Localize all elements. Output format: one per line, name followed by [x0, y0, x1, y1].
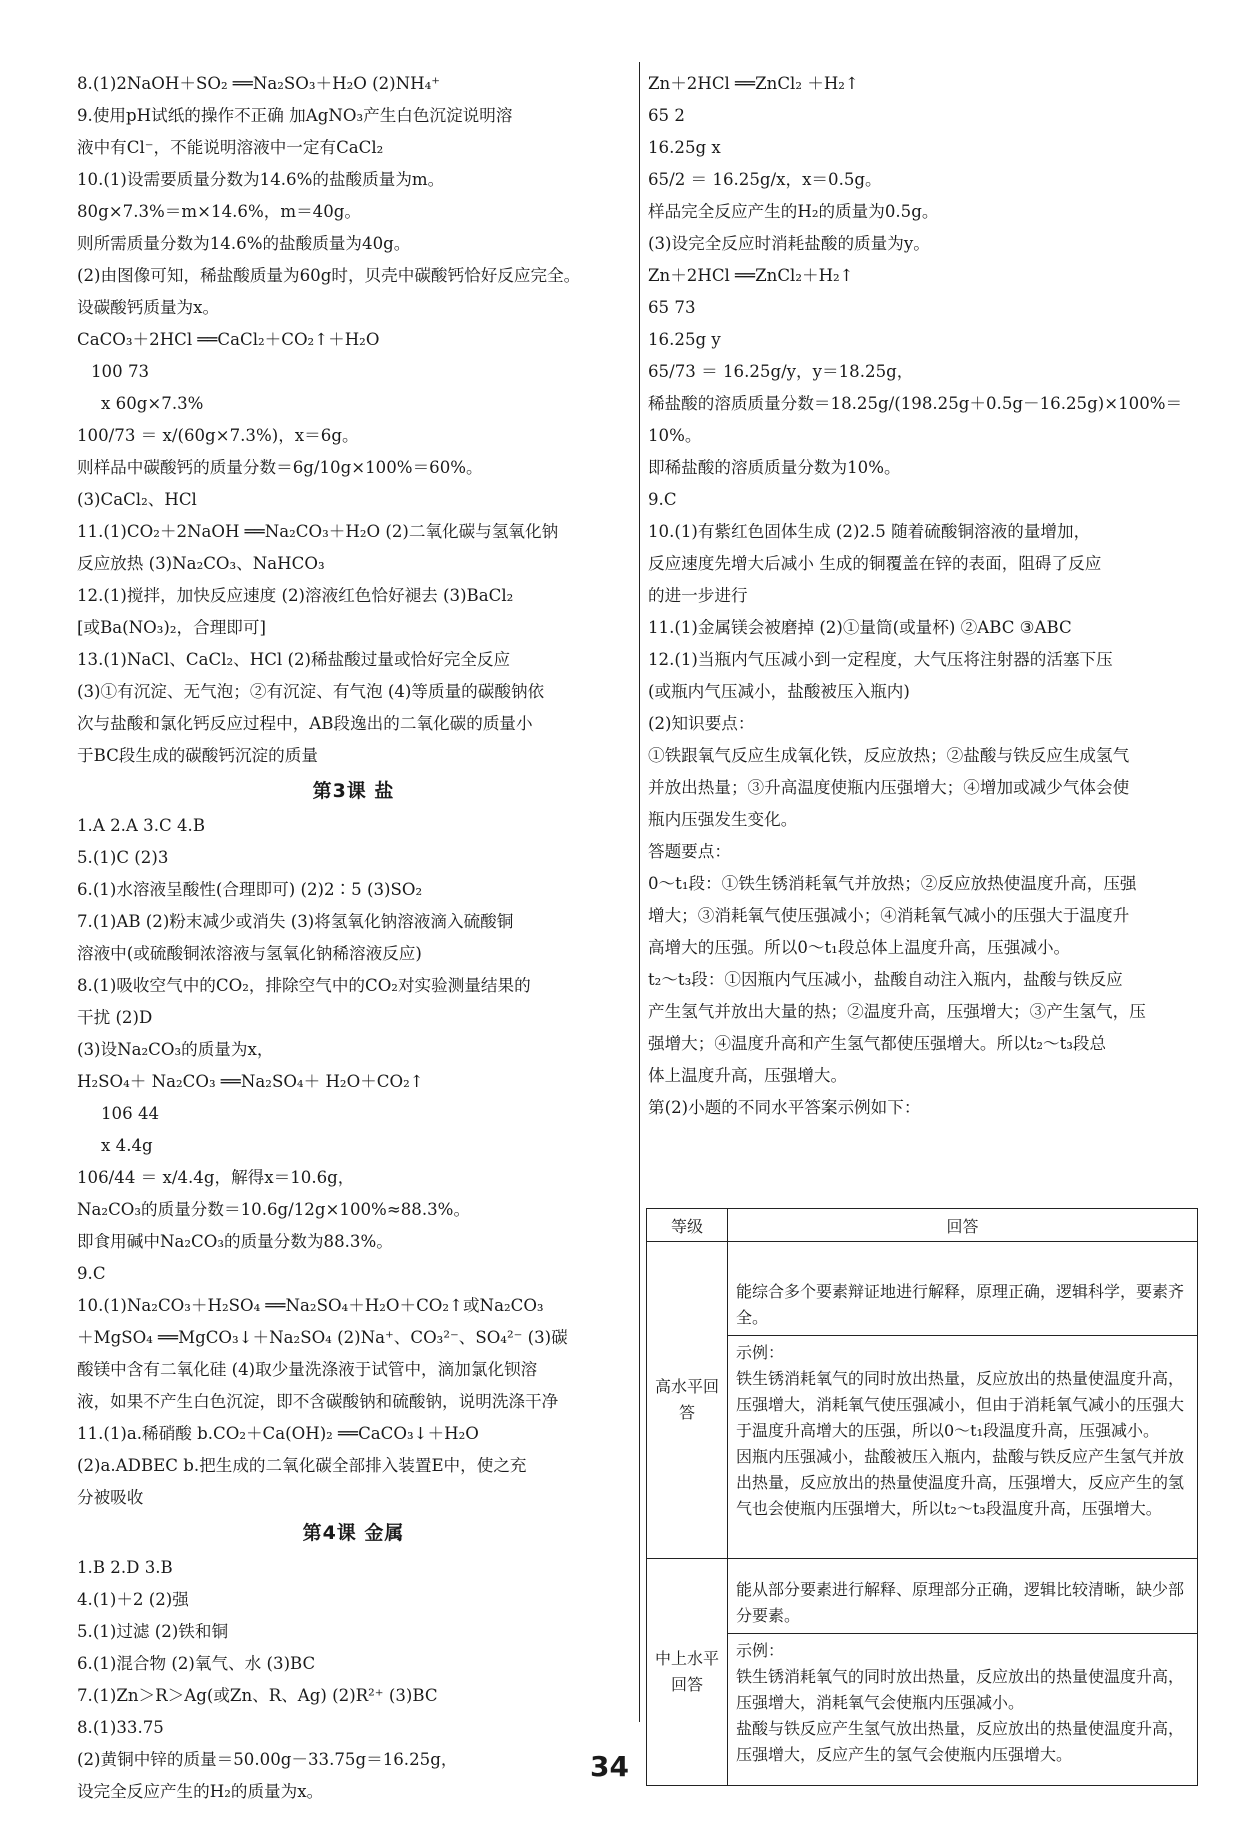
section-heading: 第4课 金属	[302, 1522, 405, 1544]
level-description: 能从部分要素进行解释、原理部分正确，逻辑比较清晰，缺少部分要素。	[736, 1579, 1185, 1625]
text-line: 10%。	[648, 426, 702, 445]
text-line: 13.(1)NaCl、CaCl₂、HCl (2)稀盐酸过量或恰好完全反应	[77, 650, 511, 669]
text-line: 5.(1)过滤 (2)铁和铜	[77, 1622, 229, 1641]
text-line: 于BC段生成的碳酸钙沉淀的质量	[77, 746, 318, 765]
example-text: 铁生锈消耗氧气的同时放出热量，反应放出的热量使温度升高，压强增大，消耗氧气使压强减小，但由于消耗氧气减小的压强大于温度升高增大的压强，所以0～t₁段温度升高，压强减小。	[736, 1368, 1185, 1440]
text-line: x 4.4g	[101, 1136, 153, 1155]
page-number: 34	[590, 1750, 629, 1783]
text-line: 4.(1)＋2 (2)强	[77, 1590, 189, 1609]
text-line: 12.(1)当瓶内气压减小到一定程度，大气压将注射器的活塞下压	[648, 650, 1113, 669]
text-line: 的进一步进行	[648, 586, 748, 605]
text-line: 6.(1)水溶液呈酸性(合理即可) (2)2∶5 (3)SO₂	[77, 880, 423, 899]
text-line: 11.(1)CO₂＋2NaOH ══Na₂CO₃＋H₂O (2)二氧化碳与氢氧化钠	[77, 522, 559, 541]
text-line: [或Ba(NO₃)₂，合理即可]	[77, 618, 266, 637]
text-line: 设完全反应产生的H₂的质量为x。	[77, 1782, 324, 1801]
text-line: 0～t₁段：①铁生锈消耗氧气并放热；②反应放热使温度升高，压强	[648, 874, 1137, 893]
answer-cell	[728, 1559, 1198, 1786]
text-line: 增大；③消耗氧气使压强减小；④消耗氧气减小的压强大于温度升	[648, 906, 1130, 925]
level-cell: 高水平回答	[647, 1242, 728, 1559]
text-line: (2)由图像可知，稀盐酸质量为60g时，贝壳中碳酸钙恰好反应完全。	[77, 266, 581, 285]
text-line: Zn＋2HCl ══ZnCl₂ ＋H₂↑	[648, 74, 859, 93]
text-line: 5.(1)C (2)3	[77, 848, 169, 867]
text-line: ①铁跟氧气反应生成氧化铁，反应放热；②盐酸与铁反应生成氢气	[648, 746, 1130, 765]
text-line: 65/2 ＝ 16.25g/x，x＝0.5g。	[648, 170, 882, 189]
text-line: 9.C	[648, 490, 677, 509]
header-answer: 回答	[728, 1209, 1198, 1242]
text-line: (2)知识要点：	[648, 714, 755, 733]
text-line: 稀盐酸的溶质质量分数＝18.25g/(198.25g＋0.5g－16.25g)×100%＝	[648, 394, 1183, 413]
text-line: 9.C	[77, 1264, 106, 1283]
text-line: 则样品中碳酸钙的质量分数＝6g/10g×100%＝60%。	[77, 458, 483, 477]
header-level: 等级	[647, 1209, 728, 1242]
left-column	[77, 68, 630, 1808]
answer-cell	[728, 1242, 1198, 1559]
text-line: 7.(1)AB (2)粉末减少或消失 (3)将氢氧化钠溶液滴入硫酸铜	[77, 912, 514, 931]
text-line: 反应速度先增大后减小 生成的铜覆盖在锌的表面，阻碍了反应	[648, 554, 1102, 573]
text-line: 即食用碱中Na₂CO₃的质量分数为88.3%。	[77, 1232, 393, 1251]
example-label: 示例：	[728, 1633, 1197, 1664]
text-line: 即稀盐酸的溶质质量分数为10%。	[648, 458, 901, 477]
example-text: 因瓶内压强减小，盐酸被压入瓶内，盐酸与铁反应产生氢气并放出热量，反应放出的热量使温度升高，压强增大，反应产生的氢气也会使瓶内压强增大，所以t₂～t₃段温度升高，压强增大。	[736, 1446, 1185, 1518]
text-line: 则所需质量分数为14.6%的盐酸质量为40g。	[77, 234, 411, 253]
text-line: 瓶内压强发生变化。	[648, 810, 798, 829]
level-description: 能综合多个要素辩证地进行解释，原理正确，逻辑科学，要素齐全。	[736, 1281, 1185, 1327]
text-line: 反应放热 (3)Na₂CO₃、NaHCO₃	[77, 554, 325, 573]
text-line: (2)黄铜中锌的质量＝50.00g－33.75g＝16.25g，	[77, 1750, 458, 1769]
text-line: ＋MgSO₄ ══MgCO₃↓＋Na₂SO₄ (2)Na⁺、CO₃²⁻、SO₄²⁻ (3)碳	[77, 1328, 568, 1347]
text-line: 1.A 2.A 3.C 4.B	[77, 816, 206, 835]
text-line: 干扰 (2)D	[77, 1008, 153, 1027]
text-line: x 60g×7.3%	[101, 394, 204, 413]
text-line: 16.25g x	[648, 138, 721, 157]
text-line: (2)a.ADBEC b.把生成的二氧化碳全部排入装置E中，使之充	[77, 1456, 527, 1475]
text-line: 1.B 2.D 3.B	[77, 1558, 173, 1577]
text-line: 6.(1)混合物 (2)氧气、水 (3)BC	[77, 1654, 316, 1673]
text-line: 106/44 ＝ x/4.4g，解得x＝10.6g，	[77, 1168, 355, 1187]
text-line: 高增大的压强。所以0～t₁段总体上温度升高，压强减小。	[648, 938, 1071, 957]
text-line: 12.(1)搅拌，加快反应速度 (2)溶液红色恰好褪去 (3)BaCl₂	[77, 586, 514, 605]
text-line: Zn＋2HCl ══ZnCl₂＋H₂↑	[648, 266, 854, 285]
text-line: 100 73	[91, 362, 150, 381]
example-text: 铁生锈消耗氧气的同时放出热量，反应放出的热量使温度升高，压强增大，消耗氧气会使瓶内压强减小。	[736, 1666, 1185, 1712]
table-row	[647, 1559, 1198, 1786]
text-line: 65/73 ＝ 16.25g/y，y＝18.25g，	[648, 362, 914, 381]
text-line: 8.(1)33.75	[77, 1718, 164, 1737]
text-line: 次与盐酸和氯化钙反应过程中，AB段逸出的二氧化碳的质量小	[77, 714, 533, 733]
section-heading: 第3课 盐	[312, 780, 395, 802]
text-line: (或瓶内气压减小，盐酸被压入瓶内)	[648, 682, 910, 701]
text-line: (3)①有沉淀、无气泡；②有沉淀、有气泡 (4)等质量的碳酸钠依	[77, 682, 545, 701]
text-line: CaCO₃＋2HCl ══CaCl₂＋CO₂↑＋H₂O	[77, 330, 380, 349]
column-divider	[639, 62, 640, 1722]
text-line: 65 73	[648, 298, 696, 317]
table-header-row	[647, 1209, 1198, 1242]
text-line: 强增大；④温度升高和产生氢气都使压强增大。所以t₂～t₃段总	[648, 1034, 1107, 1053]
text-line: 体上温度升高，压强增大。	[648, 1066, 848, 1085]
text-line: 8.(1)吸收空气中的CO₂，排除空气中的CO₂对实验测量结果的	[77, 976, 531, 995]
example-text: 盐酸与铁反应产生氢气放出热量，反应放出的热量使温度升高，压强增大，反应产生的氢气会使瓶内压强增大。	[736, 1718, 1185, 1764]
level-cell: 中上水平回答	[647, 1559, 728, 1786]
text-line: 10.(1)有紫红色固体生成 (2)2.5 随着硫酸铜溶液的量增加，	[648, 522, 1091, 541]
text-line: 第(2)小题的不同水平答案示例如下：	[648, 1098, 921, 1117]
text-line: 9.使用pH试纸的操作不正确 加AgNO₃产生白色沉淀说明溶	[77, 106, 513, 125]
text-line: 设碳酸钙质量为x。	[77, 298, 220, 317]
example-label: 示例：	[728, 1335, 1197, 1366]
text-line: 酸镁中含有二氧化硅 (4)取少量洗涤液于试管中，滴加氯化钡溶	[77, 1360, 538, 1379]
right-column	[648, 68, 1201, 1124]
text-line: (3)设完全反应时消耗盐酸的质量为y。	[648, 234, 930, 253]
text-line: 11.(1)a.稀硝酸 b.CO₂＋Ca(OH)₂ ══CaCO₃↓＋H₂O	[77, 1424, 479, 1443]
text-line: 16.25g y	[648, 330, 721, 349]
text-line: 液，如果不产生白色沉淀，即不含碳酸钠和硫酸钠，说明洗涤干净	[77, 1392, 559, 1411]
text-line: (3)CaCl₂、HCl	[77, 490, 197, 509]
text-line: 106 44	[101, 1104, 160, 1123]
text-line: 7.(1)Zn＞R＞Ag(或Zn、R、Ag) (2)R²⁺ (3)BC	[77, 1686, 438, 1705]
text-line: 8.(1)2NaOH＋SO₂ ══Na₂SO₃＋H₂O (2)NH₄⁺	[77, 74, 441, 93]
text-line: 答题要点：	[648, 842, 731, 861]
text-line: 液中有Cl⁻，不能说明溶液中一定有CaCl₂	[77, 138, 384, 157]
text-line: t₂～t₃段：①因瓶内气压减小，盐酸自动注入瓶内，盐酸与铁反应	[648, 970, 1123, 989]
text-line: 100/73 ＝ x/(60g×7.3%)，x＝6g。	[77, 426, 359, 445]
text-line: 10.(1)Na₂CO₃＋H₂SO₄ ══Na₂SO₄＋H₂O＋CO₂↑或Na₂CO₃	[77, 1296, 544, 1315]
text-line: 样品完全反应产生的H₂的质量为0.5g。	[648, 202, 939, 221]
text-line: 分被吸收	[77, 1488, 144, 1507]
answer-level-table	[646, 1208, 1198, 1786]
text-line: 65 2	[648, 106, 685, 125]
text-line: Na₂CO₃的质量分数＝10.6g/12g×100%≈88.3%。	[77, 1200, 471, 1219]
text-line: 并放出热量；③升高温度使瓶内压强增大；④增加或减少气体会使	[648, 778, 1130, 797]
text-line: 10.(1)设需要质量分数为14.6%的盐酸质量为m。	[77, 170, 445, 189]
text-line: 溶液中(或硫酸铜浓溶液与氢氧化钠稀溶液反应)	[77, 944, 422, 963]
text-line: 产生氢气并放出大量的热；②温度升高，压强增大；③产生氢气，压	[648, 1002, 1146, 1021]
table-row	[647, 1242, 1198, 1559]
text-line: H₂SO₄＋ Na₂CO₃ ══Na₂SO₄＋ H₂O＋CO₂↑	[77, 1072, 424, 1091]
text-line: 80g×7.3%＝m×14.6%，m＝40g。	[77, 202, 361, 221]
text-line: (3)设Na₂CO₃的质量为x，	[77, 1040, 274, 1059]
text-line: 11.(1)金属镁会被磨掉 (2)①量筒(或量杯) ②ABC ③ABC	[648, 618, 1072, 637]
